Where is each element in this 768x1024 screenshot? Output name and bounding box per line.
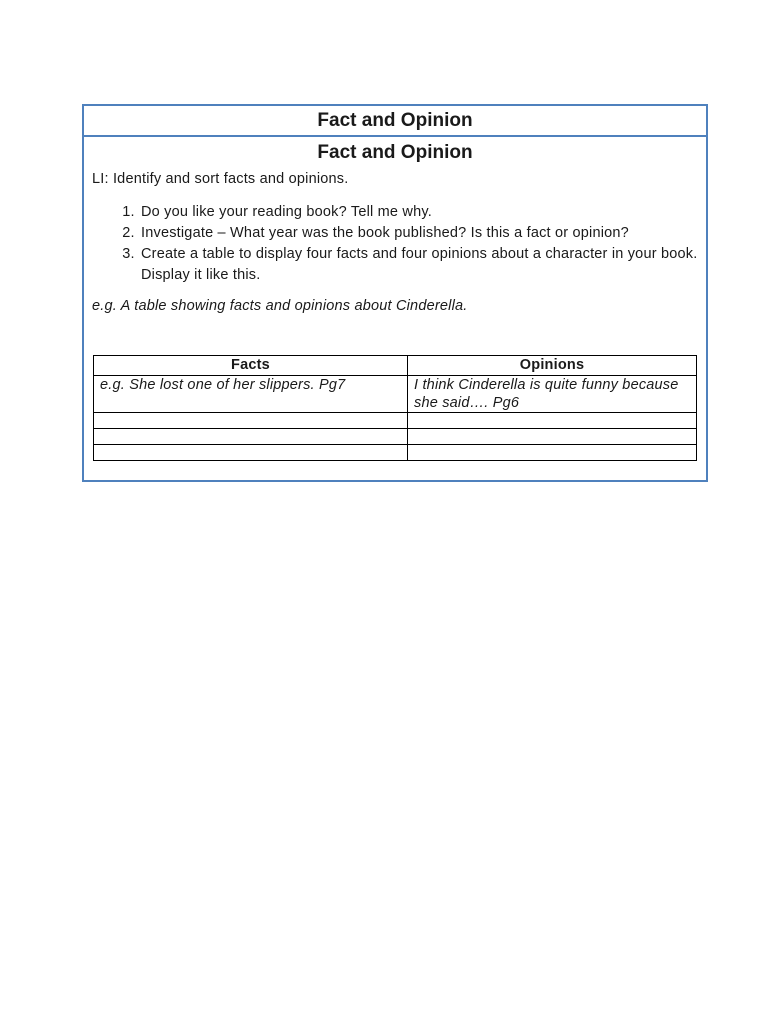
table-row xyxy=(94,429,697,445)
task-item: 2. Investigate – What year was the book published? Is this a fact or opinion? xyxy=(139,223,706,244)
table-row xyxy=(94,445,697,461)
example-opinion-cell: I think Cinderella is quite funny because she said…. Pg6 xyxy=(408,376,697,413)
opinions-header: Opinions xyxy=(408,356,697,376)
example-intro: e.g. A table showing facts and opinions about Cinderella. xyxy=(92,298,468,314)
table-header-row xyxy=(94,356,697,376)
table-row xyxy=(94,413,697,429)
card-title: Fact and Opinion xyxy=(84,106,706,137)
blank-fact-cell xyxy=(94,413,408,429)
blank-fact-cell xyxy=(94,429,408,445)
example-fact-cell: e.g. She lost one of her slippers. Pg7 xyxy=(94,376,408,413)
blank-opinion-cell xyxy=(408,429,697,445)
learning-intention: LI: Identify and sort facts and opinions. xyxy=(92,171,349,187)
task-list xyxy=(84,202,706,286)
task-item: 3. Create a table to display four facts and four opinions about a character in your book. Display it like this. xyxy=(139,244,706,286)
blank-opinion-cell xyxy=(408,445,697,461)
blank-fact-cell xyxy=(94,445,408,461)
facts-opinions-table xyxy=(93,355,697,461)
facts-header: Facts xyxy=(94,356,408,376)
table-row xyxy=(94,376,697,413)
task-item: 1. Do you like your reading book? Tell me why. xyxy=(139,202,706,223)
section-heading: Fact and Opinion xyxy=(317,142,473,163)
fact-opinion-card xyxy=(82,104,708,482)
blank-opinion-cell xyxy=(408,413,697,429)
